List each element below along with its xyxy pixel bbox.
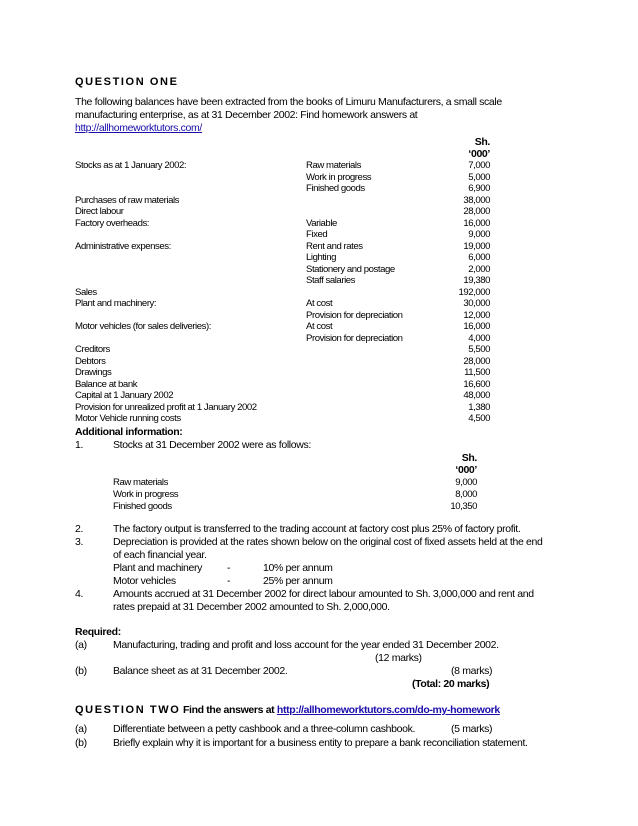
dep-dash: -: [227, 575, 231, 587]
balance-label: Plant and machinery:: [75, 298, 157, 309]
required-b-text: Balance sheet as at 31 December 2002.: [113, 665, 288, 677]
intro-line-1: The following balances have been extracted from the books of Limuru Manufacturers, a small scale: [75, 96, 502, 108]
balance-sub-label: Fixed: [306, 229, 328, 240]
balance-amount: 6,900: [468, 183, 490, 194]
balance-sub-label: Lighting: [306, 252, 337, 263]
balance-amount: 16,600: [463, 378, 490, 390]
item-3-line-1: Depreciation is provided at the rates shown below on the original cost of fixed assets held at the end: [113, 536, 543, 548]
balance-amount: 192,000: [458, 286, 490, 298]
stock-amount: 8,000: [455, 489, 477, 500]
balance-amount: 28,000: [463, 355, 490, 367]
balance-amount: 16,000: [463, 321, 490, 332]
question-two-a-label: (a): [75, 723, 87, 735]
item-1-text: Stocks at 31 December 2002 were as follows:: [113, 439, 311, 451]
balance-label: Motor Vehicle running costs: [75, 413, 181, 424]
balance-amount: 19,000: [463, 240, 490, 252]
balance-label: Capital at 1 January 2002: [75, 390, 174, 401]
item-4-line-1: Amounts accrued at 31 December 2002 for direct labour amounted to Sh. 3,000,000 and rent and: [113, 588, 534, 600]
stocks-col-header-000: ‘000’: [455, 464, 477, 476]
balance-label: Drawings: [75, 367, 112, 378]
dep-dash: -: [227, 562, 231, 574]
balance-amount: 1,380: [468, 401, 490, 413]
item-2-number: 2.: [75, 523, 84, 535]
do-my-homework-link[interactable]: http://allhomeworktutors.com/do-my-homework: [276, 704, 500, 716]
balance-sub-label: Variable: [306, 217, 337, 229]
balance-amount: 12,000: [463, 309, 490, 321]
balance-sub-label: Finished goods: [306, 183, 365, 194]
balance-label: Creditors: [75, 344, 110, 355]
balance-amount: 38,000: [463, 194, 490, 206]
required-a-label: (a): [75, 639, 87, 651]
question-two-header-line: [75, 704, 500, 716]
question-two-a-marks: (5 marks): [451, 723, 493, 735]
balance-sub-label: Work in progress: [306, 171, 372, 183]
balance-label: Direct labour: [75, 206, 124, 217]
stock-amount: 10,350: [450, 501, 477, 512]
balance-amount: 48,000: [463, 390, 490, 401]
balance-amount: 7,000: [468, 160, 490, 171]
balance-sub-label: At cost: [306, 321, 333, 332]
dep-asset: Motor vehicles: [113, 575, 176, 587]
item-3-line-2: of each financial year.: [113, 549, 207, 561]
required-a-marks: (12 marks): [375, 652, 422, 664]
balance-label: Provision for unrealized profit at 1 January 2002: [75, 401, 257, 413]
balance-sub-label: At cost: [306, 298, 333, 309]
question-two-b-label: (b): [75, 737, 87, 749]
balance-amount: 19,380: [463, 275, 490, 286]
item-2-text: The factory output is transferred to the trading account at factory cost plus 25% of factory profit.: [113, 523, 521, 535]
balance-label: Stocks as at 1 January 2002:: [75, 160, 187, 171]
additional-info-title: Additional information:: [75, 426, 183, 438]
balance-sub-label: Stationery and postage: [306, 263, 395, 275]
balance-label: Debtors: [75, 355, 106, 367]
question-two-a-text: Differentiate between a petty cashbook and a three-column cashbook.: [113, 723, 416, 735]
dep-asset: Plant and machinery: [113, 562, 203, 574]
item-4-number: 4.: [75, 588, 84, 600]
required-title: Required:: [75, 626, 121, 638]
balance-amount: 4,500: [468, 413, 490, 424]
balance-amount: 5,500: [468, 344, 490, 355]
balance-sub-label: Staff salaries: [306, 275, 355, 286]
balance-amount: 5,000: [468, 171, 490, 183]
balance-label: Factory overheads:: [75, 217, 150, 229]
balance-amount: 6,000: [468, 252, 490, 263]
balances-col-header-000: ‘000’: [468, 148, 490, 160]
balance-amount: 2,000: [468, 263, 490, 275]
balance-amount: 28,000: [463, 206, 490, 217]
balance-amount: 4,000: [468, 332, 490, 344]
balance-amount: 30,000: [463, 298, 490, 309]
intro-line-2: manufacturing enterprise, as at 31 December 2002: Find homework answers at: [75, 109, 418, 121]
required-a-text: Manufacturing, trading and profit and loss account for the year ended 31 December 2002.: [113, 639, 499, 651]
balances-col-header-sh: Sh.: [474, 136, 490, 148]
item-1-number: 1.: [75, 439, 84, 451]
question-two-heading: QUESTION TWO: [75, 704, 181, 716]
required-b-marks: (8 marks): [451, 665, 493, 677]
balance-sub-label: Rent and rates: [306, 240, 363, 252]
homework-link[interactable]: http://allhomeworktutors.com/: [75, 122, 202, 134]
balance-label: Sales: [75, 286, 97, 298]
question-two-b-text: Briefly explain why it is important for a business entity to prepare a bank reconciliation statement.: [113, 737, 528, 749]
balance-amount: 16,000: [463, 217, 490, 229]
balance-amount: 9,000: [468, 229, 490, 240]
required-b-label: (b): [75, 665, 87, 677]
total-marks: (Total: 20 marks): [412, 678, 490, 690]
stock-label: Work in progress: [113, 489, 179, 500]
balance-label: Administrative expenses:: [75, 240, 171, 252]
dep-rate: 25% per annum: [263, 575, 333, 587]
stock-label: Finished goods: [113, 501, 172, 512]
balance-sub-label: Provision for depreciation: [306, 332, 403, 344]
balance-label: Motor vehicles (for sales deliveries):: [75, 321, 211, 332]
stock-label: Raw materials: [113, 477, 168, 488]
stocks-col-header-sh: Sh.: [461, 452, 477, 464]
question-one-heading: QUESTION ONE: [75, 76, 179, 88]
balance-amount: 11,500: [464, 367, 490, 378]
dep-rate: 10% per annum: [263, 562, 333, 574]
balance-sub-label: Raw materials: [306, 160, 361, 171]
stock-amount: 9,000: [455, 477, 477, 488]
question-two-heading-rest: Find the answers at: [182, 704, 275, 716]
balance-label: Purchases of raw materials: [75, 194, 180, 206]
balance-label: Balance at bank: [75, 378, 138, 390]
item-3-number: 3.: [75, 536, 84, 548]
balance-sub-label: Provision for depreciation: [306, 309, 403, 321]
item-4-line-2: rates prepaid at 31 December 2002 amounted to Sh. 2,000,000.: [113, 601, 390, 613]
